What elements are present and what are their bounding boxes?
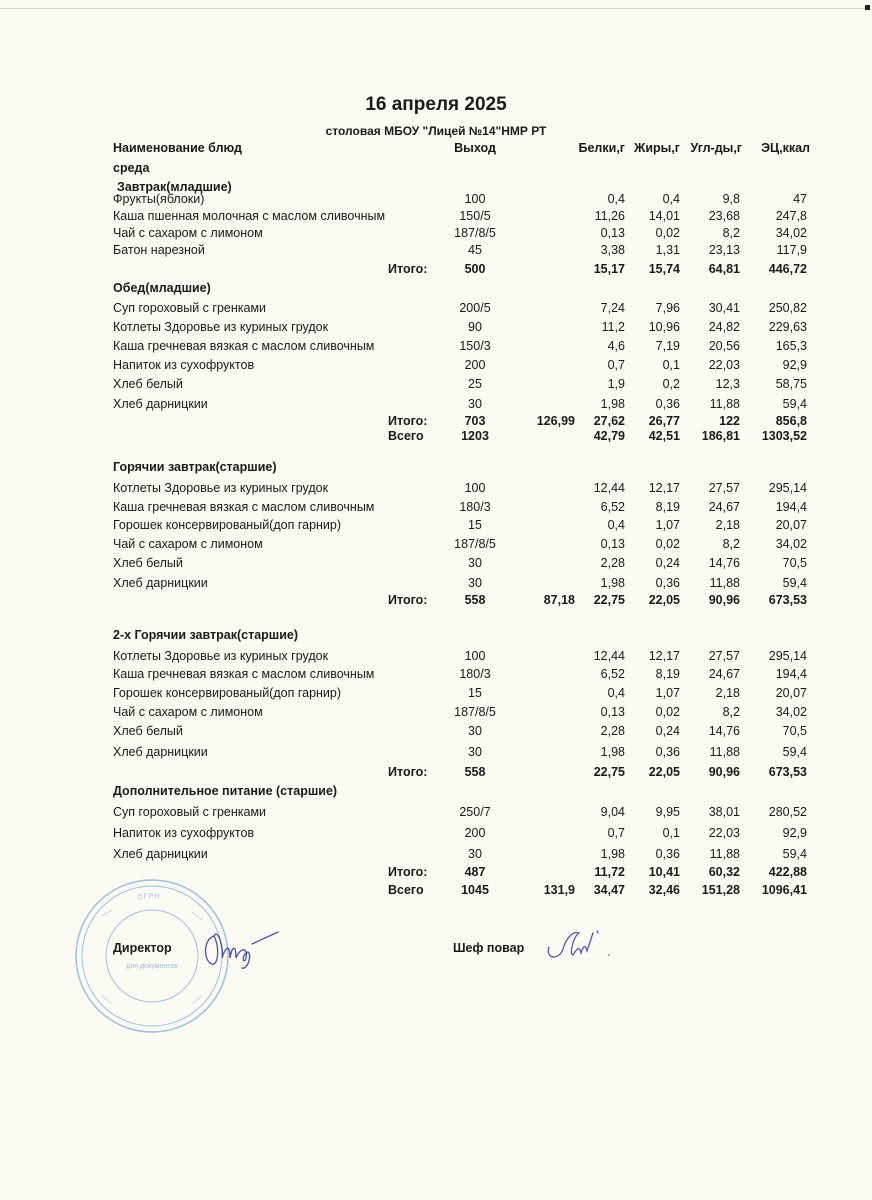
dish-fats: 0,1 (662, 358, 680, 372)
dish-fats: 14,01 (648, 209, 680, 223)
totals-row (0, 765, 872, 783)
table-row (0, 667, 872, 685)
header-energy: ЭЦ,ккал (761, 141, 810, 155)
dish-output: 187/8/5 (454, 226, 496, 240)
dish-energy: 165,3 (775, 339, 807, 353)
dish-name: Хлеб дарницкии (113, 745, 208, 759)
totals-label: Итого: (388, 765, 428, 779)
dish-energy: 250,82 (768, 301, 807, 315)
totals-fats: 22,05 (648, 765, 680, 779)
totals-output: 1203 (461, 429, 489, 443)
table-row (0, 358, 872, 376)
dish-proteins: 12,44 (593, 649, 625, 663)
dish-name: Суп гороховый с гренками (113, 805, 267, 819)
dish-energy: 70,5 (782, 724, 807, 738)
dish-output: 180/3 (459, 500, 491, 514)
dish-energy: 59,4 (782, 745, 807, 759)
dish-proteins: 2,28 (600, 724, 625, 738)
totals-energy: 856,8 (775, 414, 807, 428)
dish-fats: 1,07 (655, 518, 680, 532)
dish-name: Хлеб дарницкии (113, 847, 208, 861)
dish-name: Хлеб белый (113, 724, 183, 738)
dish-output: 200/5 (459, 301, 491, 315)
scan-edge-line (0, 8, 866, 9)
dish-energy: 92,9 (782, 358, 807, 372)
totals-proteins: 15,17 (593, 262, 625, 276)
day-label: среда (113, 161, 150, 175)
dish-carbs: 23,13 (708, 243, 740, 257)
dish-proteins: 11,2 (601, 320, 625, 334)
dish-fats: 9,95 (655, 805, 680, 819)
table-row (0, 805, 872, 823)
dish-name: Котлеты Здоровье из куриных грудок (113, 649, 329, 663)
dish-output: 30 (468, 576, 482, 590)
totals-row (0, 593, 872, 611)
totals-output: 500 (464, 262, 486, 276)
dish-fats: 0,02 (655, 537, 680, 551)
dish-proteins: 0,4 (607, 518, 625, 532)
dish-energy: 117,9 (776, 243, 807, 257)
dish-fats: 8,19 (655, 500, 680, 514)
dish-energy: 47 (793, 192, 807, 206)
dish-name: Напиток из сухофруктов (113, 358, 255, 372)
dish-fats: 12,17 (648, 649, 680, 663)
dish-output: 30 (468, 847, 482, 861)
day-label-row (0, 161, 872, 179)
dish-output: 180/3 (459, 667, 491, 681)
dish-fats: 0,24 (655, 556, 680, 570)
dish-energy: 59,4 (782, 576, 807, 590)
dish-fats: 1,31 (655, 243, 680, 257)
table-row (0, 724, 872, 742)
dish-output: 100 (464, 192, 486, 206)
dish-proteins: 7,24 (600, 301, 625, 315)
dish-fats: 0,2 (662, 377, 680, 391)
table-row (0, 377, 872, 395)
dish-output: 25 (468, 377, 482, 391)
dish-energy: 194,4 (775, 667, 807, 681)
header-fats: Жиры,г (634, 141, 680, 155)
page-title: 16 апреля 2025 (365, 94, 507, 115)
table-row (0, 705, 872, 723)
dish-proteins: 0,7 (607, 358, 625, 372)
chef-label: Шеф повар (453, 941, 525, 955)
table-row (0, 537, 872, 555)
table-row (0, 243, 872, 261)
dish-proteins: 12,44 (593, 481, 625, 495)
totals-fats: 15,74 (648, 262, 680, 276)
scan-corner-mark (865, 5, 870, 10)
totals-label: Итого: (388, 865, 428, 879)
dish-fats: 0,36 (655, 847, 680, 861)
table-row (0, 226, 872, 244)
dish-name: Котлеты Здоровье из куриных грудок (113, 481, 329, 495)
dish-fats: 0,36 (655, 397, 680, 411)
totals-label: Всего (388, 429, 424, 443)
table-row (0, 192, 872, 210)
dish-output: 187/8/5 (454, 705, 496, 719)
dish-proteins: 1,98 (600, 847, 625, 861)
dish-output: 90 (468, 320, 482, 334)
header-output: Выход (454, 141, 496, 155)
dish-fats: 0,4 (662, 192, 680, 206)
dish-output: 30 (468, 724, 482, 738)
dish-name: Горошек консервированый(доп гарнир) (113, 686, 342, 700)
dish-proteins: 0,13 (600, 537, 625, 551)
dish-fats: 8,19 (655, 667, 680, 681)
table-row (0, 518, 872, 536)
dish-name: Каша пшенная молочная с маслом сливочным (113, 209, 386, 223)
totals-proteins: 27,62 (593, 414, 625, 428)
dish-name: Хлеб белый (113, 556, 183, 570)
table-row (0, 826, 872, 844)
totals-carbs: 90,96 (708, 593, 740, 607)
dish-carbs: 20,56 (708, 339, 740, 353)
dish-name: Чай с сахаром с лимоном (113, 705, 263, 719)
dish-energy: 229,63 (768, 320, 807, 334)
dish-carbs: 30,41 (708, 301, 740, 315)
dish-proteins: 2,28 (600, 556, 625, 570)
totals-extra: 131,9 (543, 883, 575, 897)
totals-label: Итого: (388, 414, 428, 428)
section-title: 2-х Горячии завтрак(старшие) (113, 628, 299, 642)
director-signature (200, 918, 290, 973)
dish-name: Фрукты(яблоки) (113, 192, 205, 206)
table-row (0, 320, 872, 338)
dish-energy: 59,4 (782, 847, 807, 861)
svg-text:ОГРН (137, 893, 161, 902)
totals-label: Итого: (388, 262, 428, 276)
table-header (0, 141, 872, 159)
table-row (0, 686, 872, 704)
dish-output: 187/8/5 (454, 537, 496, 551)
dish-energy: 280,52 (768, 805, 807, 819)
stamp-ring-text: ОГРН (136, 892, 161, 902)
dish-energy: 34,02 (775, 537, 807, 551)
dish-proteins: 0,4 (607, 192, 625, 206)
table-row (0, 481, 872, 499)
totals-carbs: 122 (719, 414, 740, 428)
dish-output: 200 (464, 826, 486, 840)
dish-energy: 59,4 (782, 397, 807, 411)
dish-fats: 10,96 (648, 320, 680, 334)
dish-carbs: 11,88 (709, 847, 740, 861)
dish-name: Хлеб дарницкии (113, 397, 208, 411)
dish-energy: 92,9 (782, 826, 807, 840)
table-row (0, 209, 872, 227)
totals-extra: 126,99 (536, 414, 575, 428)
dish-carbs: 24,67 (708, 500, 740, 514)
dish-output: 100 (464, 649, 486, 663)
dish-carbs: 38,01 (708, 805, 740, 819)
dish-proteins: 1,98 (600, 576, 625, 590)
dish-energy: 247,8 (775, 209, 807, 223)
dish-name: Котлеты Здоровье из куриных грудок (113, 320, 329, 334)
dish-name: Каша гречневая вязкая с маслом сливочным (113, 500, 375, 514)
dish-name: Каша гречневая вязкая с маслом сливочным (113, 667, 375, 681)
table-row (0, 301, 872, 319)
dish-proteins: 0,7 (607, 826, 625, 840)
dish-carbs: 24,82 (708, 320, 740, 334)
dish-fats: 0,1 (662, 826, 680, 840)
totals-fats: 26,77 (648, 414, 680, 428)
dish-carbs: 24,67 (708, 667, 740, 681)
section-title: Горячии завтрак(старшие) (113, 460, 277, 474)
section-header (0, 281, 872, 299)
totals-output: 558 (464, 765, 486, 779)
dish-energy: 58,75 (775, 377, 807, 391)
dish-proteins: 0,13 (600, 226, 625, 240)
dish-output: 200 (464, 358, 486, 372)
totals-output: 487 (464, 865, 486, 879)
totals-energy: 673,53 (768, 593, 807, 607)
table-row (0, 847, 872, 865)
dish-fats: 0,24 (655, 724, 680, 738)
dish-output: 45 (468, 243, 482, 257)
totals-fats: 22,05 (648, 593, 680, 607)
stamp-center-text: для документов (126, 963, 178, 970)
totals-carbs: 64,81 (708, 262, 740, 276)
table-row (0, 397, 872, 415)
chef-signature (545, 925, 615, 965)
table-row (0, 745, 872, 763)
totals-output: 1045 (461, 883, 489, 897)
totals-energy: 422,88 (768, 865, 807, 879)
dish-energy: 20,07 (775, 518, 807, 532)
totals-carbs: 90,96 (708, 765, 740, 779)
totals-proteins: 22,75 (593, 765, 625, 779)
dish-name: Чай с сахаром с лимоном (113, 537, 263, 551)
dish-proteins: 4,6 (607, 339, 625, 353)
dish-output: 30 (468, 397, 482, 411)
table-row (0, 556, 872, 574)
totals-proteins: 34,47 (593, 883, 625, 897)
dish-carbs: 11,88 (709, 745, 740, 759)
dish-fats: 7,96 (655, 301, 680, 315)
totals-carbs: 60,32 (708, 865, 740, 879)
totals-fats: 42,51 (648, 429, 680, 443)
totals-fats: 32,46 (648, 883, 680, 897)
dish-output: 15 (468, 518, 482, 532)
section-header (0, 784, 872, 802)
totals-fats: 10,41 (648, 865, 680, 879)
dish-fats: 0,36 (655, 745, 680, 759)
dish-fats: 12,17 (648, 481, 680, 495)
dish-energy: 34,02 (775, 226, 807, 240)
dish-carbs: 8,2 (722, 537, 740, 551)
dish-proteins: 1,9 (607, 377, 625, 391)
dish-energy: 70,5 (782, 556, 807, 570)
dish-fats: 7,19 (655, 339, 680, 353)
director-label: Директор (113, 941, 172, 955)
dish-fats: 0,36 (655, 576, 680, 590)
header-proteins: Белки,г (578, 141, 625, 155)
dish-proteins: 1,98 (600, 397, 625, 411)
table-row (0, 339, 872, 357)
dish-energy: 194,4 (775, 500, 807, 514)
dish-proteins: 6,52 (600, 500, 625, 514)
section-title: Обед(младшие) (113, 281, 211, 295)
dish-carbs: 27,57 (708, 481, 740, 495)
dish-proteins: 0,13 (600, 705, 625, 719)
totals-energy: 1096,41 (761, 883, 807, 897)
dish-carbs: 14,76 (708, 724, 740, 738)
dish-carbs: 8,2 (722, 226, 740, 240)
dish-output: 100 (464, 481, 486, 495)
dish-proteins: 3,38 (600, 243, 625, 257)
dish-carbs: 11,88 (709, 576, 740, 590)
dish-energy: 20,07 (775, 686, 807, 700)
dish-carbs: 14,76 (708, 556, 740, 570)
header-carbs: Угл-ды,г (690, 141, 742, 155)
dish-fats: 1,07 (655, 686, 680, 700)
totals-row (0, 262, 872, 280)
totals-output: 558 (464, 593, 486, 607)
dish-name: Горошек консервированый(доп гарнир) (113, 518, 342, 532)
dish-energy: 34,02 (775, 705, 807, 719)
section-header (0, 628, 872, 646)
dish-carbs: 9,8 (722, 192, 740, 206)
dish-output: 250/7 (459, 805, 491, 819)
dish-fats: 0,02 (655, 705, 680, 719)
totals-energy: 673,53 (768, 765, 807, 779)
dish-name: Хлеб дарницкии (113, 576, 208, 590)
section-header (0, 460, 872, 478)
dish-output: 15 (468, 686, 482, 700)
totals-proteins: 22,75 (593, 593, 625, 607)
totals-energy: 1303,52 (761, 429, 807, 443)
dish-name: Напиток из сухофруктов (113, 826, 255, 840)
dish-name: Батон нарезной (113, 243, 205, 257)
dish-proteins: 0,4 (607, 686, 625, 700)
dish-carbs: 23,68 (708, 209, 740, 223)
dish-output: 30 (468, 745, 482, 759)
dish-carbs: 12,3 (715, 377, 740, 391)
dish-carbs: 8,2 (722, 705, 740, 719)
totals-label: Итого: (388, 593, 428, 607)
table-row (0, 500, 872, 518)
dish-output: 150/3 (459, 339, 491, 353)
dish-carbs: 22,03 (708, 358, 740, 372)
dish-output: 30 (468, 556, 482, 570)
header-name: Наименование блюд (113, 141, 242, 155)
totals-output: 703 (464, 414, 486, 428)
totals-carbs: 186,81 (701, 429, 740, 443)
totals-proteins: 11,72 (594, 865, 625, 879)
dish-proteins: 6,52 (600, 667, 625, 681)
dish-name: Суп гороховый с гренками (113, 301, 267, 315)
totals-extra: 87,18 (543, 593, 575, 607)
section-title: Дополнительное питание (старшие) (113, 784, 338, 798)
dish-proteins: 9,04 (600, 805, 625, 819)
dish-name: Каша гречневая вязкая с маслом сливочным (113, 339, 375, 353)
dish-name: Чай с сахаром с лимоном (113, 226, 263, 240)
totals-carbs: 151,28 (701, 883, 740, 897)
table-row (0, 649, 872, 667)
totals-energy: 446,72 (768, 262, 807, 276)
dish-name: Хлеб белый (113, 377, 183, 391)
page-subtitle: столовая МБОУ "Лицей №14"НМР РТ (325, 124, 547, 138)
totals-label: Всего (388, 883, 424, 897)
dish-carbs: 27,57 (708, 649, 740, 663)
dish-proteins: 1,98 (600, 745, 625, 759)
dish-carbs: 2,18 (715, 686, 740, 700)
totals-proteins: 42,79 (593, 429, 625, 443)
dish-carbs: 22,03 (708, 826, 740, 840)
dish-energy: 295,14 (768, 481, 807, 495)
dish-output: 150/5 (459, 209, 491, 223)
dish-proteins: 11,26 (594, 209, 625, 223)
section-title: Завтрак(младшие) (117, 180, 232, 194)
dish-energy: 295,14 (768, 649, 807, 663)
dish-fats: 0,02 (655, 226, 680, 240)
totals-row (0, 429, 872, 447)
dish-carbs: 2,18 (715, 518, 740, 532)
table-row (0, 576, 872, 594)
dish-carbs: 11,88 (709, 397, 740, 411)
